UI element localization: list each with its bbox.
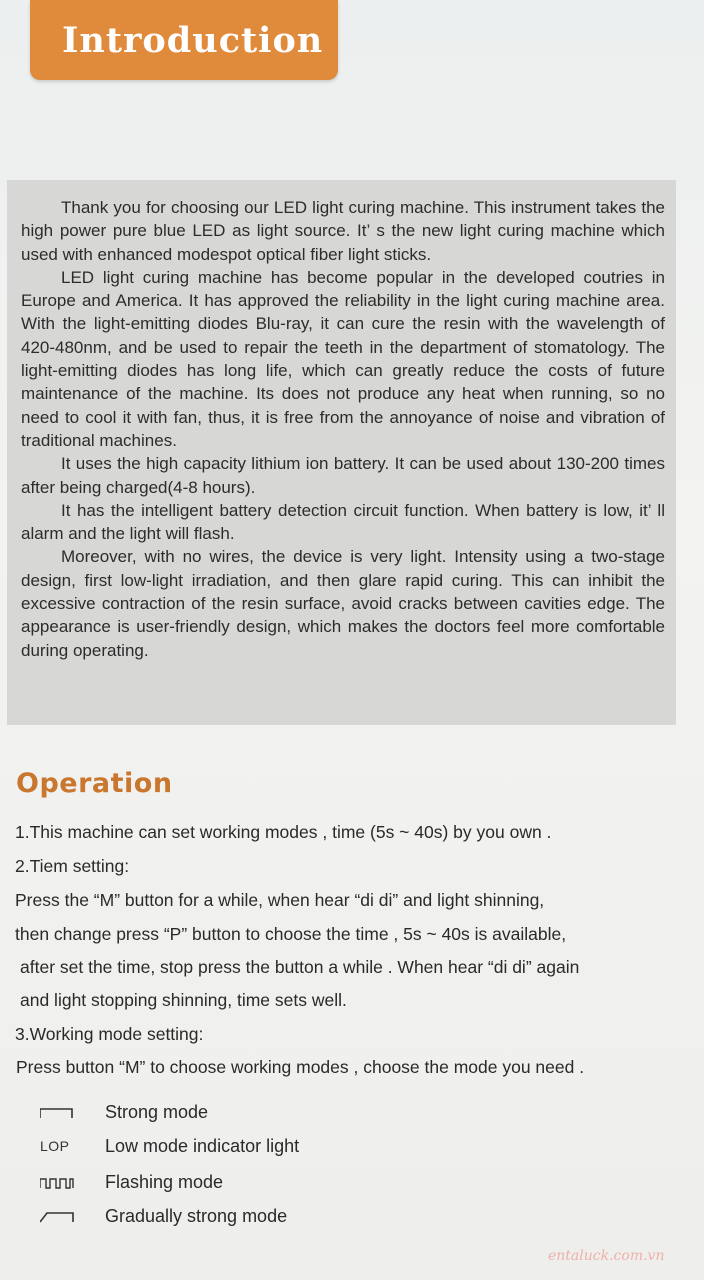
introduction-box bbox=[7, 180, 676, 725]
mode-label: Flashing mode bbox=[105, 1172, 224, 1192]
operation-line: Press the “M” button for a while, when hear “di di” and light shinning, bbox=[15, 890, 545, 910]
lop-symbol: LOP bbox=[40, 1138, 70, 1154]
watermark: entaluck.com.vn bbox=[548, 1248, 665, 1264]
gradual-mode-symbol-icon bbox=[40, 1210, 74, 1224]
mode-row-low bbox=[40, 1136, 440, 1160]
intro-paragraph: Thank you for choosing our LED light curing machine. This instrument takes the high power pure blue LED as light source. It’ s the new light curing machine which used with enhanced modespot optical fiber light sticks. bbox=[21, 198, 665, 264]
intro-paragraph: It has the intelligent battery detection circuit function. When battery is low, it’ ll alarm and the light will flash. bbox=[21, 500, 665, 544]
operation-line: 3.Working mode setting: bbox=[15, 1024, 204, 1044]
mode-label: Low mode indicator light bbox=[105, 1136, 300, 1156]
intro-paragraph: Moreover, with no wires, the device is very light. Intensity using a two-stage design, first low-light irradiation, and then glare rapid curing. This can inhibit the excessive contraction of the resin surface, avoid cracks between cavities edge. The appearance is user-friendly design, which makes the doctors feel more comfortable during operating. bbox=[21, 547, 665, 660]
mode-row-gradual bbox=[40, 1206, 440, 1230]
operation-line: after set the time, stop press the button a while . When hear “di di” again bbox=[20, 957, 580, 977]
operation-line: Press button “M” to choose working modes , choose the mode you need . bbox=[16, 1057, 585, 1077]
strong-mode-symbol-icon bbox=[40, 1106, 74, 1120]
mode-label: Gradually strong mode bbox=[105, 1206, 288, 1226]
operation-line: then change press “P” button to choose the time , 5s ~ 40s is available, bbox=[15, 924, 567, 944]
operation-line: 2.Tiem setting: bbox=[15, 856, 130, 876]
intro-paragraph: It uses the high capacity lithium ion battery. It can be used about 130-200 times after being charged(4-8 hours). bbox=[21, 454, 665, 497]
mode-label: Strong mode bbox=[105, 1102, 209, 1122]
introduction-title: Introduction bbox=[62, 20, 324, 61]
operation-line: and light stopping shinning, time sets well. bbox=[20, 990, 347, 1010]
operation-heading: Operation bbox=[16, 768, 173, 799]
introduction-text bbox=[21, 196, 665, 662]
introduction-banner bbox=[30, 0, 338, 80]
mode-row-flashing bbox=[40, 1172, 440, 1196]
operation-line: 1.This machine can set working modes , time (5s ~ 40s) by you own . bbox=[15, 822, 552, 842]
intro-paragraph: LED light curing machine has become popular in the developed coutries in Europe and America. It has approved the reliability in the light curing machine area. With the light-emitting diodes Blu-ray, it can cure the resin with the wavelength of 420-480nm, and be used to repair the teeth in the department of stomatology. The light-emitting diodes has long life, which can greatly reduce the costs of future maintenance of the machine. Its does not produce any heat when running, so no need to cool it with fan, thus, it is free from the annoyance of noise and vibration of traditional machines. bbox=[21, 267, 665, 450]
flashing-mode-symbol-icon bbox=[40, 1176, 74, 1190]
mode-row-strong bbox=[40, 1102, 440, 1126]
